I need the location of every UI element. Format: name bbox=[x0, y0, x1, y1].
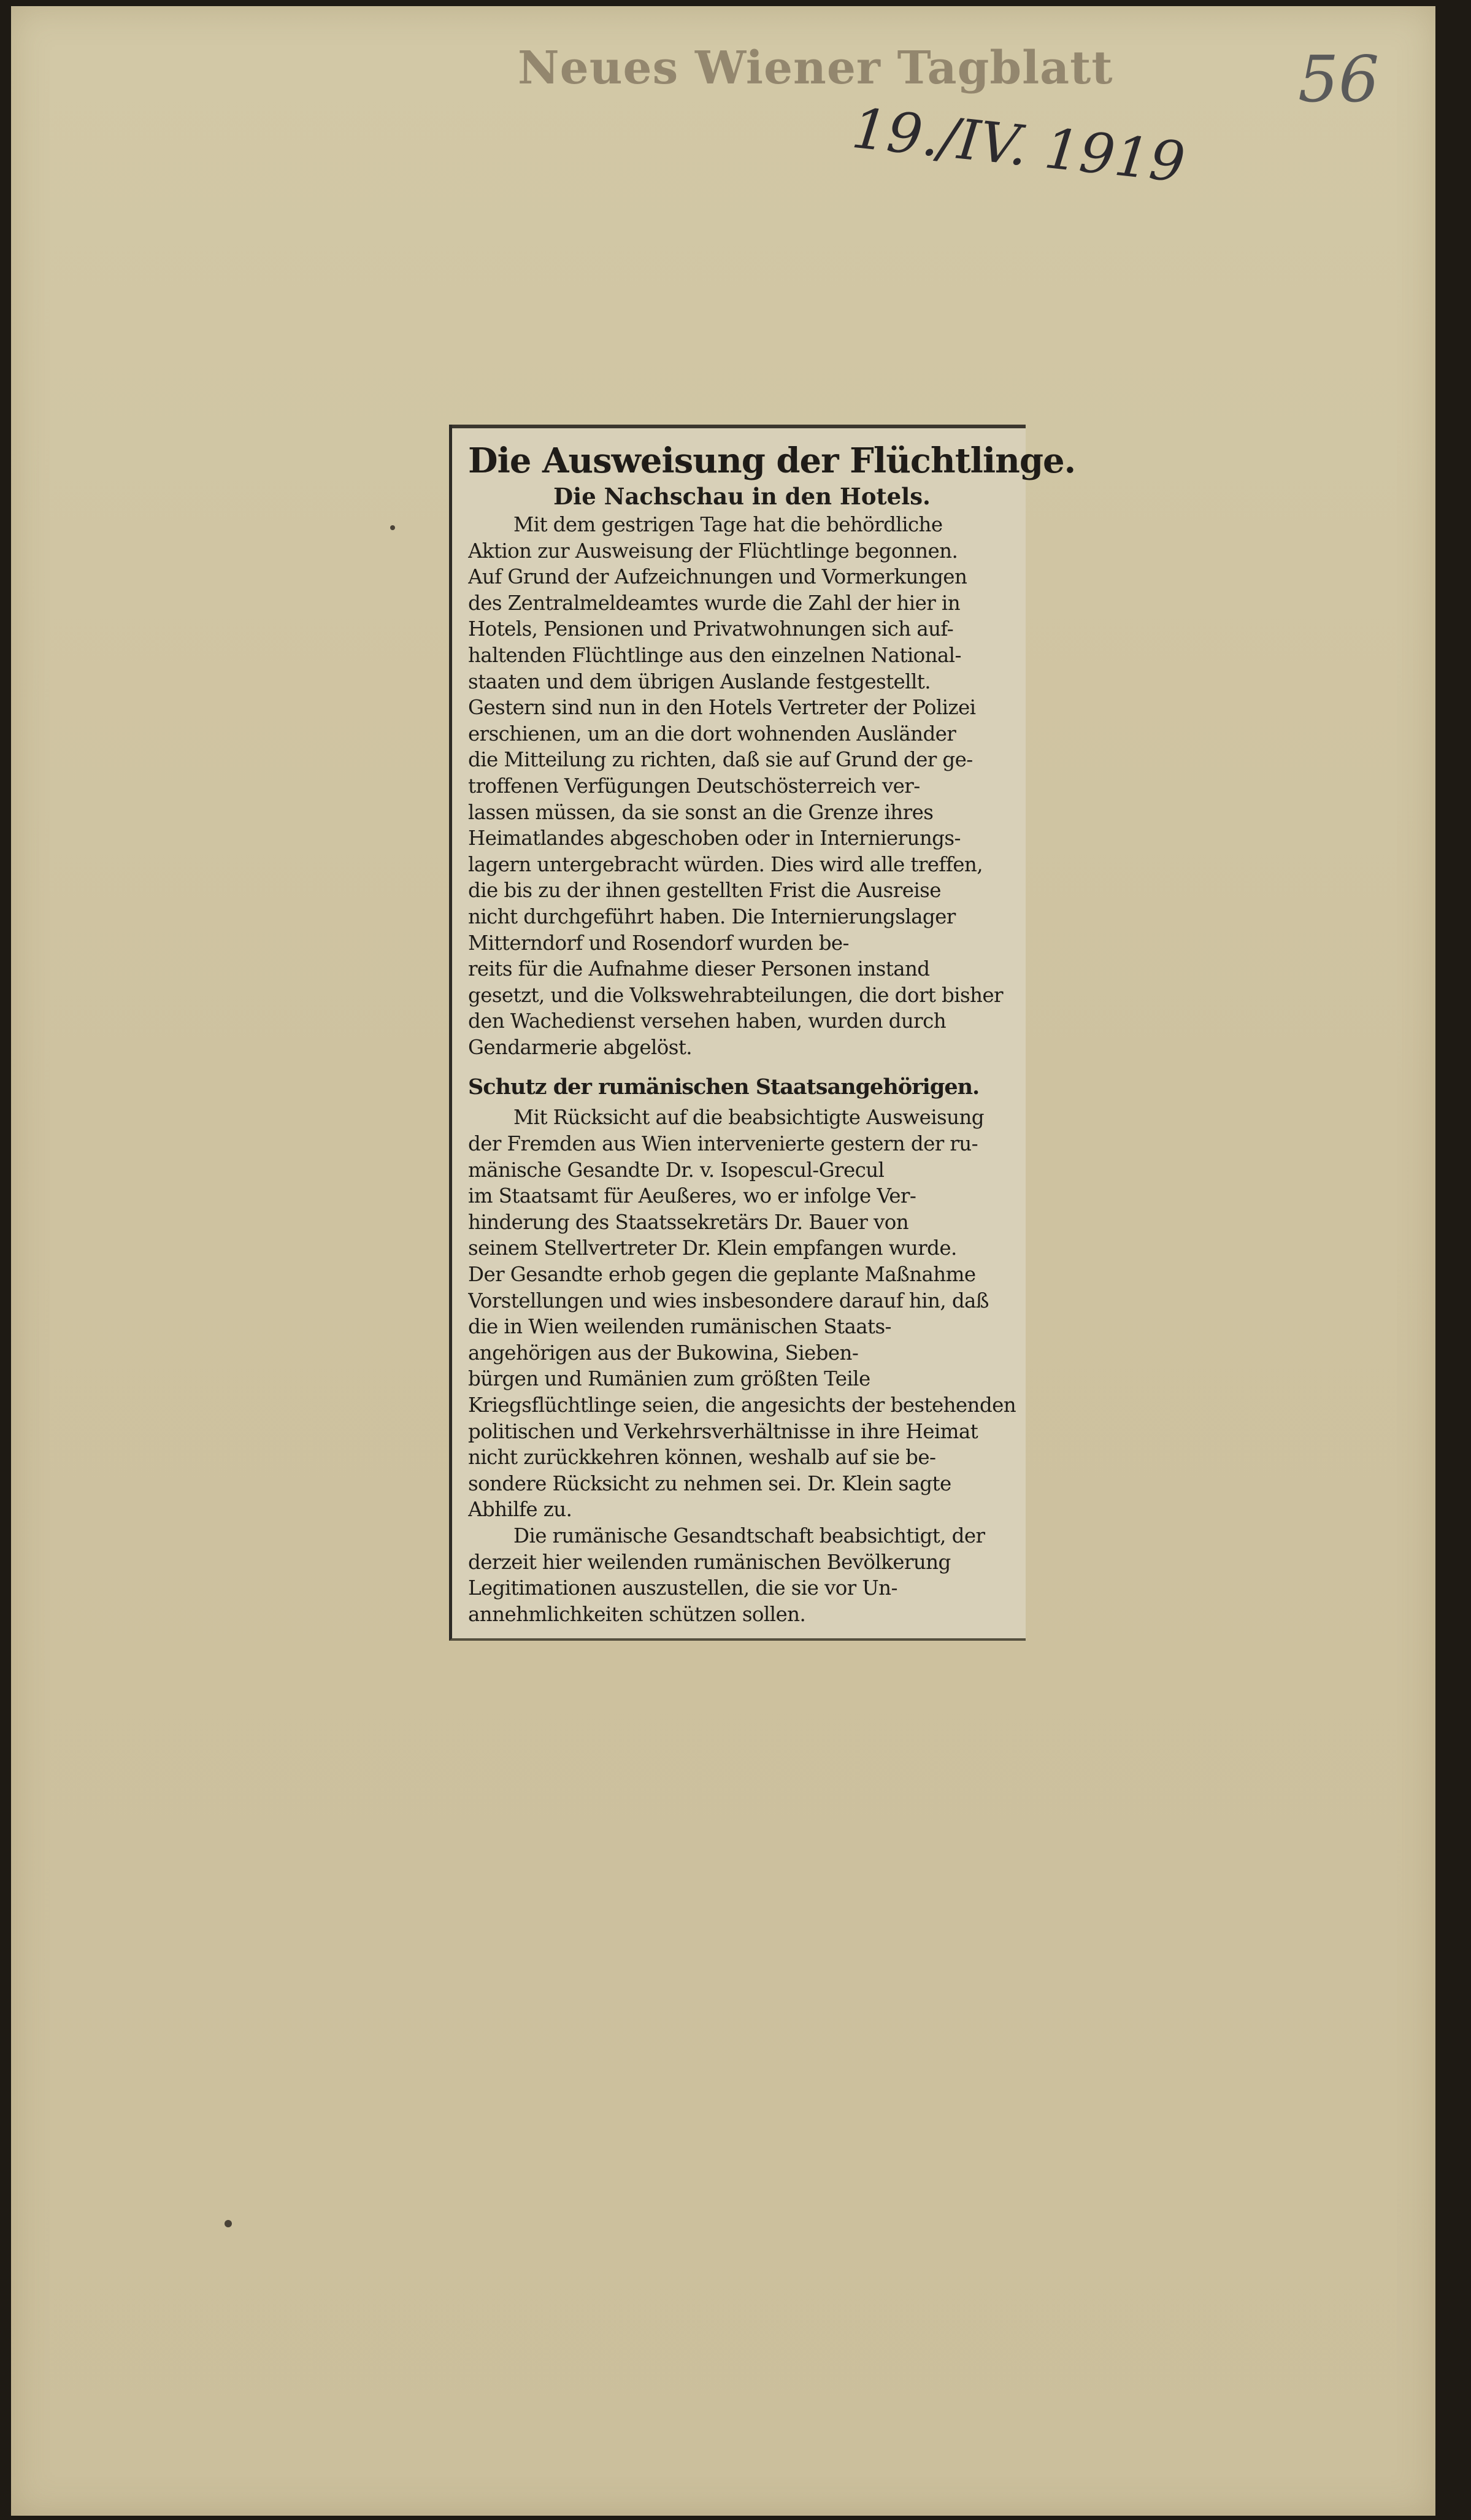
text-line: Hotels, Pensionen und Privatwohnungen sich auf- bbox=[468, 617, 954, 641]
section-heading: Schutz der rumänischen Staatsangehörigen. bbox=[468, 1074, 980, 1100]
text-line: die bis zu der ihnen gestellten Frist die Ausreise bbox=[468, 879, 941, 903]
text-line: haltenden Flüchtlinge aus den einzelnen National- bbox=[468, 643, 961, 667]
newspaper-clipping bbox=[449, 425, 1076, 1641]
article-paragraph-1 bbox=[468, 512, 1016, 1060]
text-line: derzeit hier weilenden rumänischen Bevölkerung bbox=[468, 1550, 951, 1574]
text-line: Mitterndorf und Rosendorf wurden be- bbox=[468, 931, 849, 955]
text-line: seinem Stellvertreter Dr. Klein empfangen wurde. bbox=[468, 1236, 957, 1260]
text-line: Mit dem gestrigen Tage hat die behördliche bbox=[513, 513, 943, 536]
text-line: Vorstellungen und wies insbesondere darauf hin, daß bbox=[468, 1289, 989, 1312]
text-line: Kriegsflüchtlinge seien, die angesichts der bestehenden bbox=[468, 1393, 1016, 1417]
text-line: die in Wien weilenden rumänischen Staats- bbox=[468, 1315, 891, 1339]
text-line: im Staatsamt für Aeußeres, wo er infolge Ver- bbox=[468, 1184, 916, 1208]
archive-sheet bbox=[11, 6, 1435, 2516]
text-line: staaten und dem übrigen Auslande festgestellt. bbox=[468, 669, 931, 693]
newspaper-stamp: Neues Wiener Tagblatt bbox=[518, 42, 1113, 94]
article-paragraph-2 bbox=[468, 1104, 1016, 1627]
text-line: annehmlichkeiten schützen sollen. bbox=[468, 1602, 806, 1626]
text-line: erschienen, um an die dort wohnenden Ausländer bbox=[468, 722, 956, 746]
text-line: angehörigen aus der Bukowina, Sieben- bbox=[468, 1341, 859, 1365]
text-line: sondere Rücksicht zu nehmen sei. Dr. Klein sagte bbox=[468, 1471, 951, 1495]
text-line: Gendarmerie abgelöst. bbox=[468, 1035, 693, 1059]
text-line: Gestern sind nun in den Hotels Vertreter der Polizei bbox=[468, 696, 976, 720]
text-line: Heimatlandes abgeschoben oder in Internierungs- bbox=[468, 827, 961, 850]
text-line: lassen müssen, da sie sonst an die Grenze ihres bbox=[468, 800, 934, 824]
paper-speck bbox=[225, 2220, 232, 2227]
text-line: troffenen Verfügungen Deutschösterreich ver- bbox=[468, 774, 920, 798]
text-line: mänische Gesandte Dr. v. Isopescul-Grecul bbox=[468, 1158, 885, 1182]
text-line: reits für die Aufnahme dieser Personen instand bbox=[468, 957, 930, 981]
text-line: des Zentralmeldeamtes wurde die Zahl der hier in bbox=[468, 591, 961, 615]
text-line: Der Gesandte erhob gegen die geplante Maßnahme bbox=[468, 1263, 976, 1287]
text-line: Mit Rücksicht auf die beabsichtigte Ausweisung bbox=[513, 1106, 984, 1130]
text-line: die Mitteilung zu richten, daß sie auf Grund der ge- bbox=[468, 748, 973, 772]
text-line: bürgen und Rumänien zum größten Teile bbox=[468, 1367, 870, 1391]
text-line: Die rumänische Gesandtschaft beabsichtigt, der bbox=[513, 1524, 985, 1547]
paper-speck bbox=[390, 525, 395, 530]
clipping-top-rule bbox=[452, 425, 1026, 428]
text-line: lagern untergebracht würden. Dies wird alle treffen, bbox=[468, 852, 983, 876]
text-line: Legitimationen auszustellen, die sie vor Un- bbox=[468, 1576, 897, 1600]
text-line: Aktion zur Ausweisung der Flüchtlinge begonnen. bbox=[468, 539, 958, 563]
text-line: gesetzt, und die Volkswehrabteilungen, die dort bisher bbox=[468, 983, 1003, 1007]
text-line: Abhilfe zu. bbox=[468, 1498, 572, 1522]
text-line: nicht durchgeführt haben. Die Internierungslager bbox=[468, 904, 956, 928]
article-subheadline: Die Nachschau in den Hotels. bbox=[553, 483, 931, 510]
handwritten-date: 19./IV. 1919 bbox=[849, 96, 1188, 196]
text-line: der Fremden aus Wien intervenierte gestern der ru- bbox=[468, 1132, 978, 1156]
text-line: hinderung des Staatssekretärs Dr. Bauer von bbox=[468, 1210, 909, 1234]
text-line: nicht zurückkehren können, weshalb auf sie be- bbox=[468, 1446, 936, 1470]
text-line: Auf Grund der Aufzeichnungen und Vormerkungen bbox=[468, 565, 967, 589]
text-line: politischen und Verkehrsverhältnisse in ihre Heimat bbox=[468, 1419, 978, 1443]
article-headline: Die Ausweisung der Flüchtlinge. bbox=[468, 441, 1076, 481]
text-line: den Wachedienst versehen haben, wurden durch bbox=[468, 1009, 947, 1033]
handwritten-page-number: 56 bbox=[1298, 42, 1380, 117]
